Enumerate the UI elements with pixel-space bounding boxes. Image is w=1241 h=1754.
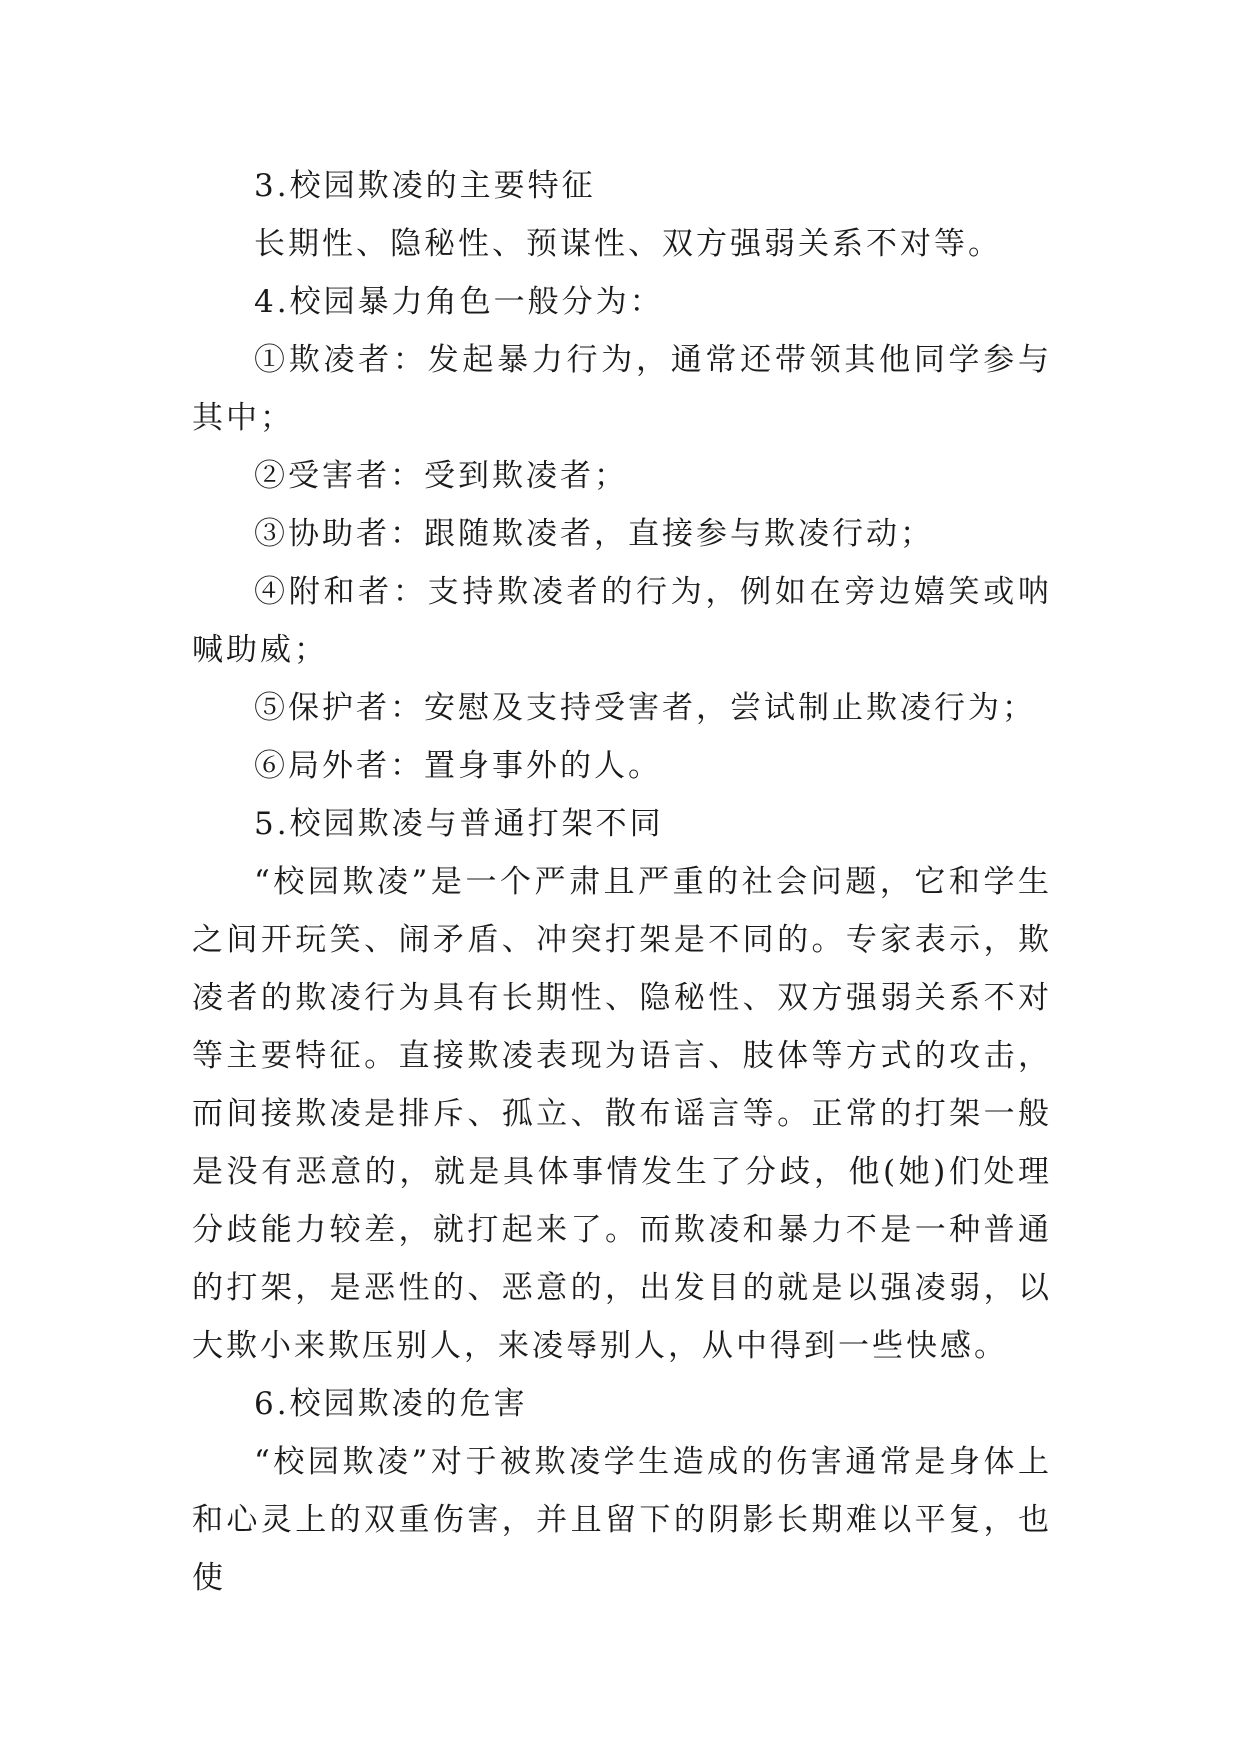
list-item-victim: ②受害者：受到欺凌者；	[254, 458, 628, 494]
heading-roles: 4.校园暴力角色一般分为：	[254, 284, 664, 320]
paragraph-difference: “校园欺凌”是一个严肃且严重的社会问题，它和学生之间开玩笑、闹矛盾、冲突打架是不同的。专家表示，欺凌者的欺凌行为具有长期性、隐秘性、双方强弱关系不对等主要特征。直接欺凌表现为语言、肢体等方式的攻击，而间接欺凌是排斥、孤立、散布谣言等。正常的打架一般是没有恶意的，就是具体事情发生了分歧，他(她)们处理分歧能力较差，就打起来了。而欺凌和暴力不是一种普通的打架，是恶性的、恶意的，出发目的就是以强凌弱，以大欺小来欺压别人，来凌辱别人，从中得到一些快感。	[192, 864, 1052, 1364]
list-item-reinforcer: ④附和者：支持欺凌者的行为，例如在旁边嬉笑或呐喊助威；	[192, 574, 1052, 668]
heading-harm: 6.校园欺凌的危害	[254, 1386, 528, 1422]
paragraph-features: 长期性、隐秘性、预谋性、双方强弱关系不对等。	[254, 226, 1002, 262]
paragraph-harm: “校园欺凌”对于被欺凌学生造成的伤害通常是身体上和心灵上的双重伤害，并且留下的阴影长期难以平复，也使	[192, 1444, 1052, 1596]
heading-main-features: 3.校园欺凌的主要特征	[254, 168, 596, 204]
heading-difference: 5.校园欺凌与普通打架不同	[254, 806, 664, 842]
list-item-defender: ⑤保护者：安慰及支持受害者，尝试制止欺凌行为；	[254, 690, 1036, 726]
list-item-outsider: ⑥局外者：置身事外的人。	[254, 748, 662, 784]
document-body	[192, 157, 1052, 1607]
list-item-bully: ①欺凌者：发起暴力行为，通常还带领其他同学参与其中；	[192, 342, 1052, 436]
list-item-assistant: ③协助者：跟随欺凌者，直接参与欺凌行动；	[254, 516, 934, 552]
